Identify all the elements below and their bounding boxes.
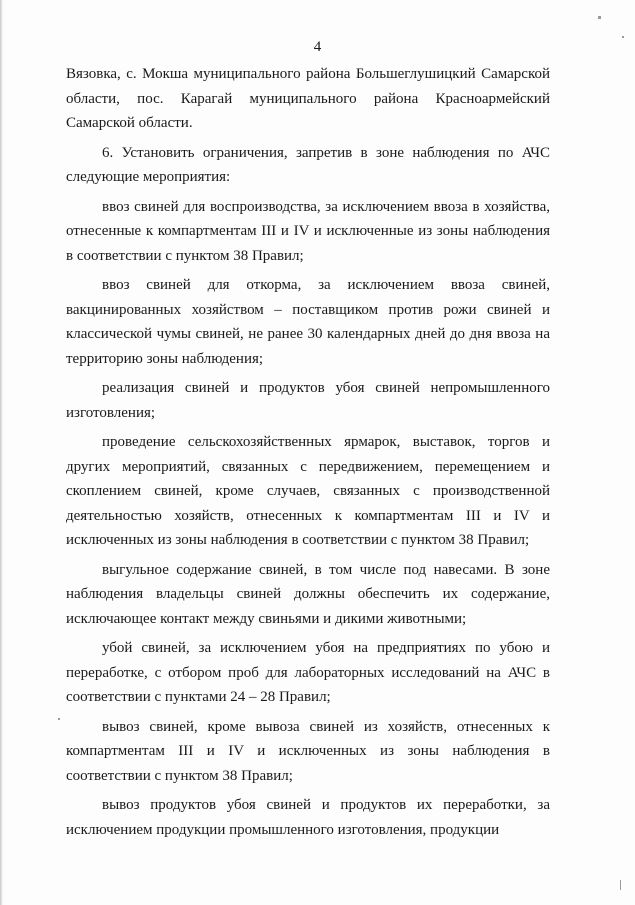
scan-speck	[622, 36, 624, 38]
paragraph-fattening-import: ввоз свиней для откорма, за исключением ввоза свиней, вакцинированных хозяйством – поставщиком против рожи свиней и классической чумы свиней, не ранее 30 календарных дней до дня ввоза на территорию зоны наблюдения;	[66, 277, 550, 367]
page-number: 4	[313, 39, 322, 55]
paragraph-free-range-ban: выгульное содержание свиней, в том числе под навесами. В зоне наблюдения владельцы свиней должны обеспечить их содержание, исключающее контакт между свиньями и дикими животными;	[66, 561, 550, 627]
paragraph-item-6: 6. Установить ограничения, запретив в зоне наблюдения по АЧС следующие мероприятия:	[66, 144, 550, 185]
scan-speck	[620, 880, 621, 890]
paragraph-breeding-import: ввоз свиней для воспроизводства, за исключением ввоза в хозяйства, отнесенные к компартментам III и IV и исключенные из зоны наблюдения в соответствии с пунктом 38 Правил;	[66, 198, 550, 264]
scan-speck	[598, 16, 601, 19]
document-body	[66, 62, 550, 842]
paragraph-slaughter-ban: убой свиней, за исключением убоя на предприятиях по убою и переработке, с отбором проб для лабораторных исследований на АЧС в соответствии с пунктами 24 – 28 Правил;	[66, 640, 550, 705]
scan-left-edge	[0, 0, 3, 905]
paragraph-export-pigs: вывоз свиней, кроме вывоза свиней из хозяйств, отнесенных к компартментам III и IV и исключенных из зоны наблюдения в соответствии с пунктом 38 Правил;	[66, 718, 550, 784]
paragraph-continuation: Вязовка, с. Мокша муниципального района Большеглушицкий Самарской области, пос. Карагай муниципального района Красноармейский Самарской области.	[66, 66, 550, 131]
paragraph-fairs-ban: проведение сельскохозяйственных ярмарок, выставок, торгов и других мероприятий, связанных с передвижением, перемещением и скоплением свиней, кроме случаев, связанных с производственной деятельностью хозяйств, отнесенных к компартментам III и IV и исключенных из зоны наблюдения в соответствии с пунктом 38 Правил;	[66, 434, 550, 548]
paragraph-export-products: вывоз продуктов убоя свиней и продуктов их переработки, за исключением продукции промышленного изготовления, продукции	[66, 797, 550, 838]
paragraph-sale-ban: реализация свиней и продуктов убоя свиней непромышленного изготовления;	[66, 380, 550, 421]
scan-speck	[58, 718, 60, 720]
